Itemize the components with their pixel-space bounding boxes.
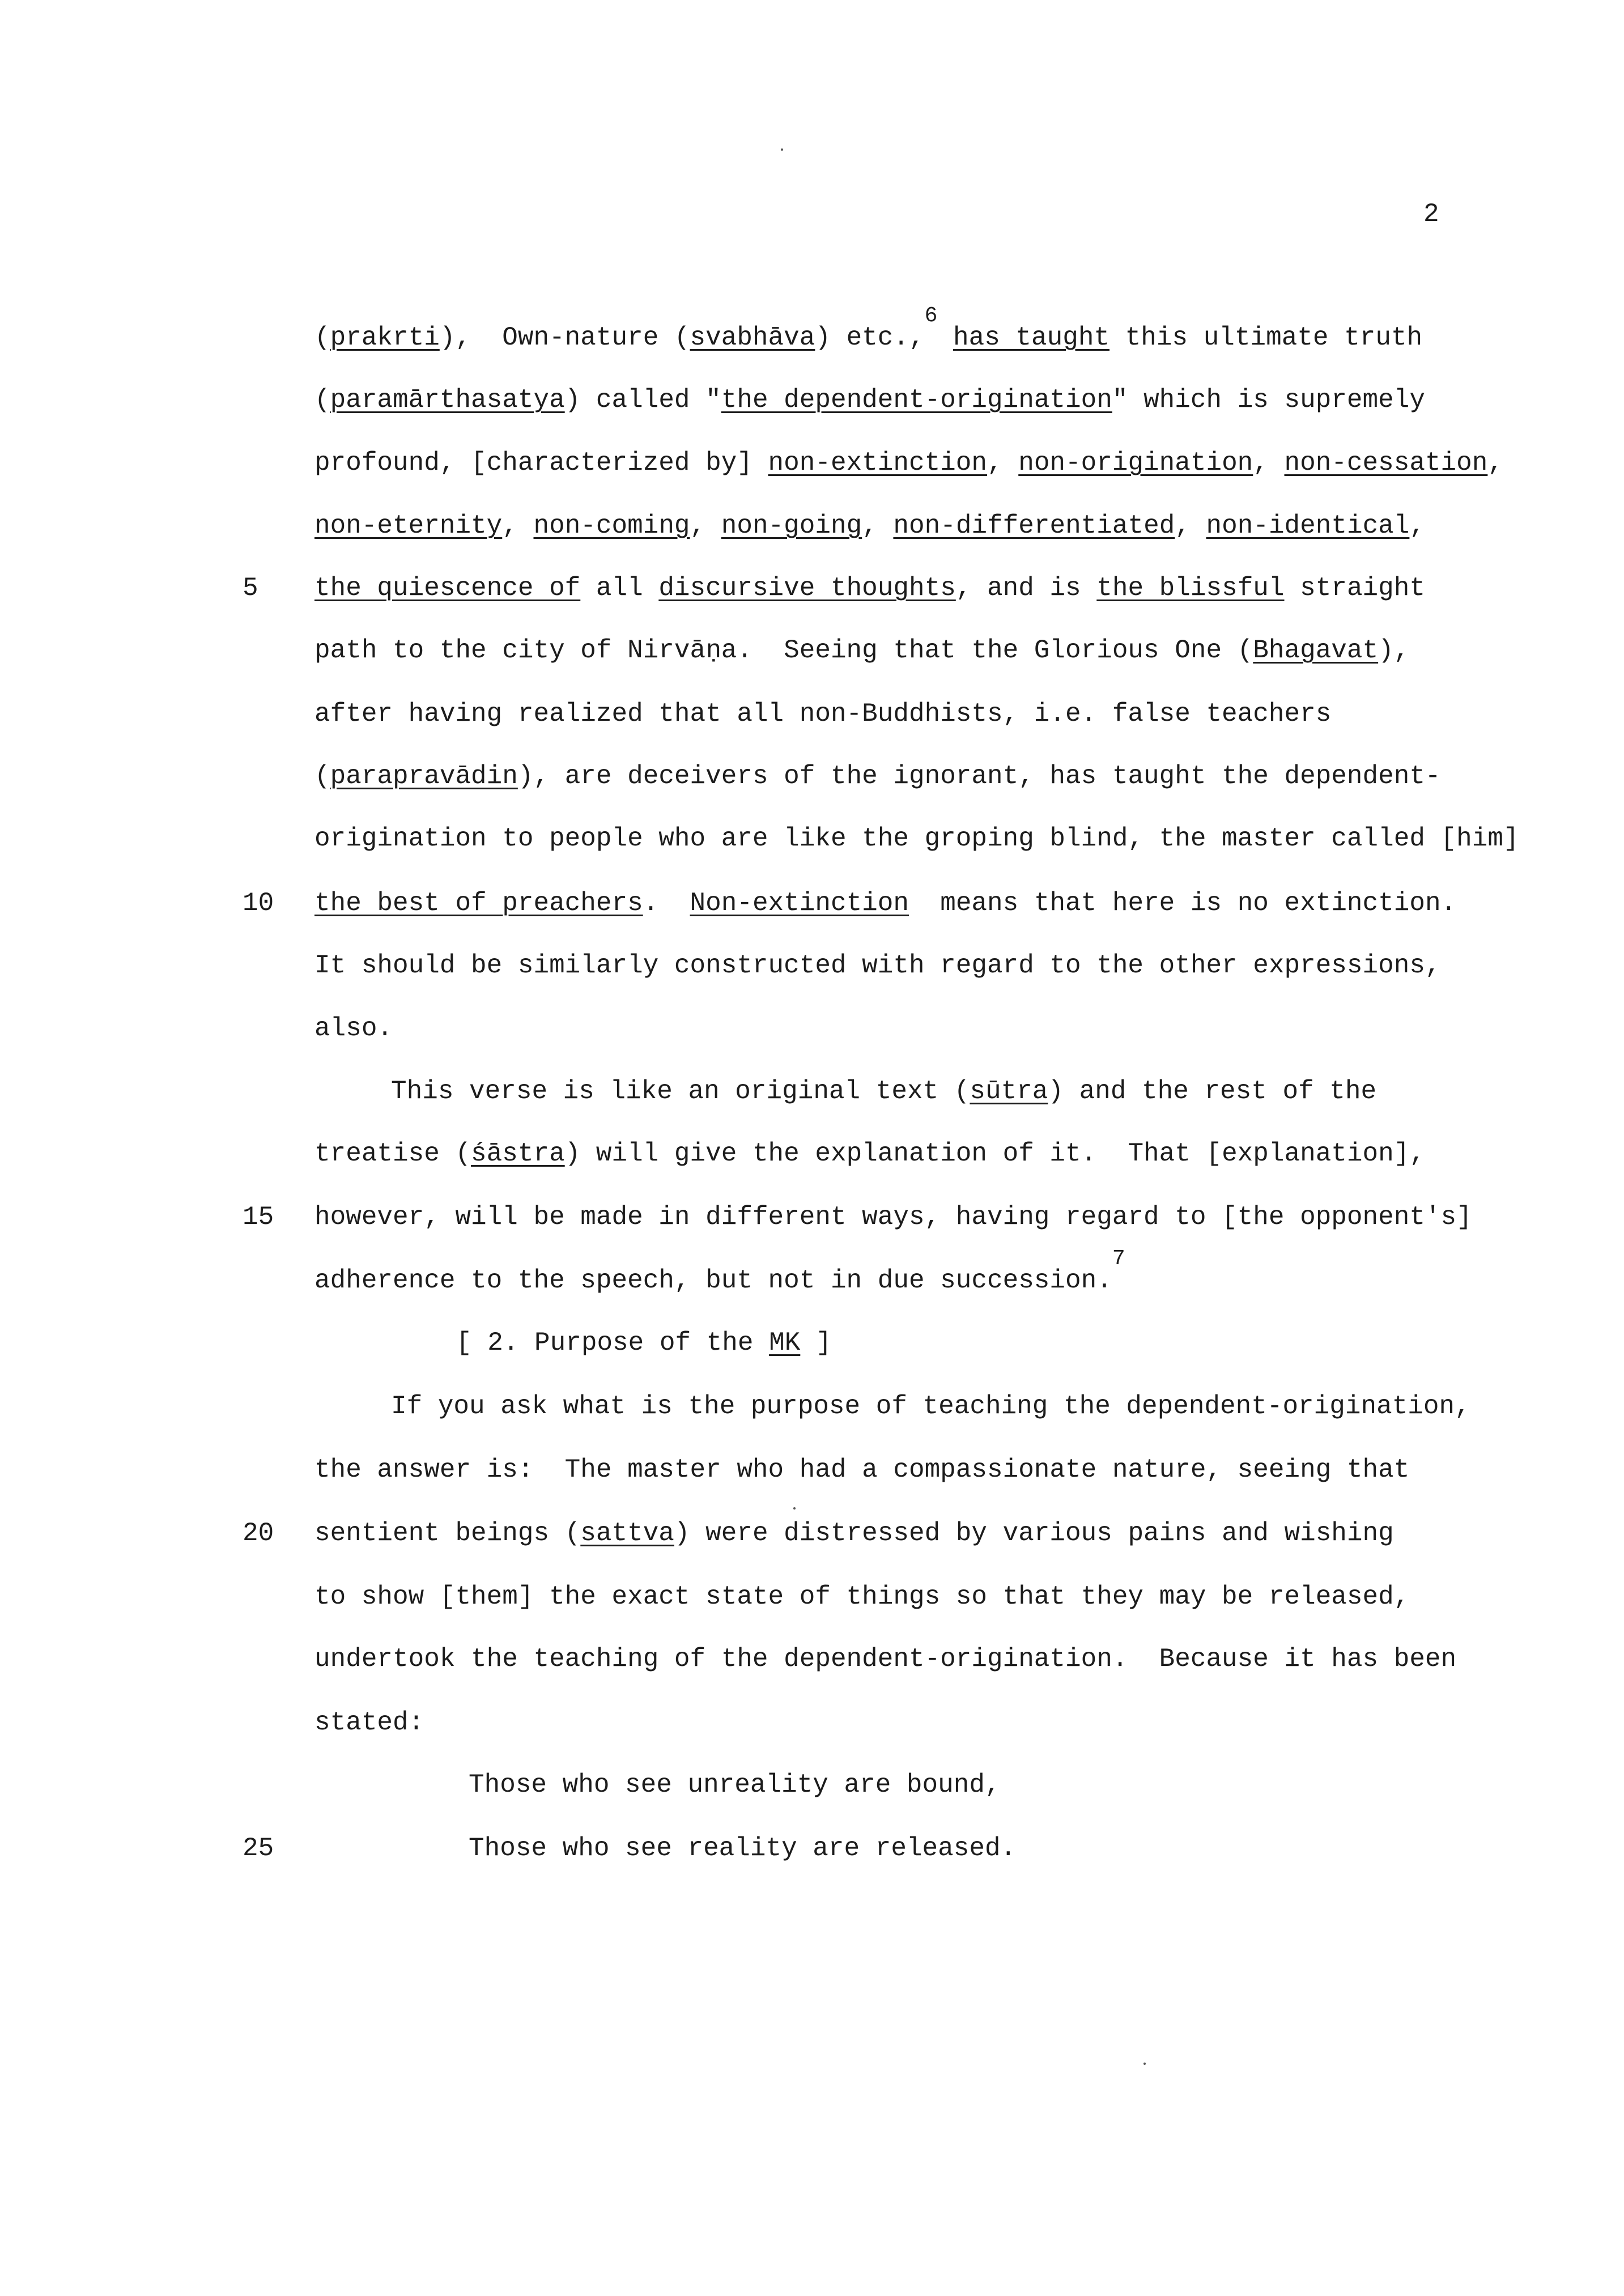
footnote-marker: 6 <box>924 304 938 328</box>
underlined-term: prakrti <box>330 323 440 352</box>
verse-line <box>469 1769 1001 1801</box>
underlined-term: non-differentiated <box>893 511 1175 541</box>
text-segment: the answer is: The master who had a compassionate nature, seeing that <box>314 1455 1410 1485</box>
text-segment: , <box>690 511 721 541</box>
text-segment: undertook the teaching of the dependent-origination. Because it has been <box>314 1644 1457 1674</box>
footnote-marker: 7 <box>1112 1247 1125 1271</box>
text-segment: ( <box>314 385 330 415</box>
underlined-term: non-identical <box>1206 511 1410 541</box>
text-line <box>314 950 1441 981</box>
text-segment: all <box>580 573 659 603</box>
line-number: 10 <box>243 888 274 918</box>
text-segment: sentient beings ( <box>314 1519 581 1548</box>
text-line <box>314 1707 424 1738</box>
underlined-term: sattva <box>580 1519 674 1548</box>
text-line <box>314 698 1331 730</box>
text-segment: If you ask what is the purpose of teaching the dependent-origination, <box>391 1392 1470 1421</box>
text-line <box>314 1643 1456 1675</box>
text-line <box>314 572 1425 604</box>
line-number: 5 <box>243 573 258 603</box>
verse-line <box>469 1832 1016 1864</box>
text-segment: ), <box>1378 636 1410 665</box>
text-segment: means that here is no extinction. <box>909 888 1457 918</box>
text-line <box>314 304 1423 354</box>
text-segment: Those who see unreality are bound, <box>469 1770 1001 1800</box>
text-line <box>391 1075 1376 1107</box>
text-line <box>314 887 1456 919</box>
underlined-term: the best of preachers <box>314 888 643 918</box>
text-segment: this ultimate truth <box>1109 323 1423 352</box>
text-segment: adherence to the speech, but not in due succession. <box>314 1266 1112 1295</box>
underlined-term: the blissful <box>1096 573 1285 603</box>
underlined-term: paramārthasatya <box>330 385 565 415</box>
text-line <box>314 635 1409 666</box>
text-line <box>314 1201 1472 1233</box>
underlined-term: Non-extinction <box>690 888 909 918</box>
text-segment: , <box>987 448 1019 478</box>
text-segment: ), Own-nature ( <box>439 323 690 352</box>
text-segment: stated: <box>314 1708 424 1737</box>
underlined-term: discursive thoughts <box>658 573 956 603</box>
underlined-term: parapravādin <box>330 762 518 791</box>
text-segment: Those who see reality are released. <box>469 1834 1017 1863</box>
scan-speck <box>1143 2063 1146 2065</box>
underlined-term: non-extinction <box>768 448 987 478</box>
text-segment: , and is <box>955 573 1097 603</box>
underlined-term: Bhagavat <box>1253 636 1379 665</box>
underlined-term: has taught <box>953 323 1110 352</box>
text-segment: , <box>1253 448 1285 478</box>
text-segment: ) etc., <box>815 323 925 352</box>
text-segment: , <box>1409 511 1425 541</box>
text-segment <box>937 323 953 352</box>
underlined-term: sūtra <box>970 1077 1048 1106</box>
text-line <box>391 1391 1470 1422</box>
underlined-term: non-eternity <box>314 511 503 541</box>
text-segment: , <box>862 511 894 541</box>
text-segment: to show [them] the exact state of things so that they may be released, <box>314 1582 1410 1612</box>
text-segment: origination to people who are like the groping blind, the master called [him] <box>314 824 1519 853</box>
text-line <box>314 1013 393 1044</box>
underlined-term: non-cessation <box>1284 448 1488 478</box>
text-segment: , <box>1175 511 1206 541</box>
page-number: 2 <box>1423 199 1439 229</box>
underlined-term: non-coming <box>533 511 690 541</box>
scan-speck <box>793 1507 796 1510</box>
text-line <box>314 1138 1425 1170</box>
underlined-term: śāstra <box>471 1139 565 1168</box>
text-line <box>314 384 1425 416</box>
underlined-term: svabhāva <box>690 323 815 352</box>
text-segment: ( <box>314 323 330 352</box>
text-segment: This verse is like an original text ( <box>391 1077 970 1106</box>
text-segment: path to the city of Nirvāṇa. Seeing that the Glorious One ( <box>314 636 1253 665</box>
text-segment: ) will give the explanation of it. That [explanation], <box>564 1139 1425 1168</box>
text-line <box>314 447 1503 479</box>
text-segment: ), are deceivers of the ignorant, has taught the dependent- <box>517 762 1441 791</box>
underlined-term: non-origination <box>1018 448 1253 478</box>
text-segment: ( <box>314 762 330 791</box>
line-number: 25 <box>243 1834 274 1863</box>
text-line <box>314 823 1519 854</box>
text-segment: after having realized that all non-Buddhists, i.e. false teachers <box>314 699 1332 729</box>
underlined-term: MK <box>769 1328 801 1358</box>
text-line <box>314 760 1441 792</box>
text-segment: treatise ( <box>314 1139 471 1168</box>
text-segment: however, will be made in different ways, having regard to [the opponent's] <box>314 1202 1472 1232</box>
text-segment: ) and the rest of the <box>1048 1077 1377 1106</box>
text-segment: also. <box>314 1014 393 1043</box>
text-segment: profound, [characterized by] <box>314 448 768 478</box>
underlined-term: the quiescence of <box>314 573 581 603</box>
underlined-term: non-going <box>721 511 862 541</box>
text-segment: [ 2. Purpose of the <box>456 1328 770 1358</box>
text-segment: . <box>643 888 690 918</box>
text-segment: " which is supremely <box>1112 385 1425 415</box>
text-segment: , <box>1487 448 1503 478</box>
text-line <box>314 510 1425 542</box>
text-segment: ] <box>800 1328 832 1358</box>
section-heading <box>456 1327 832 1359</box>
text-segment: ) called " <box>564 385 721 415</box>
text-segment: ) were distressed by various pains and wishing <box>674 1519 1394 1548</box>
text-line <box>314 1517 1394 1549</box>
line-number: 15 <box>243 1202 274 1232</box>
line-number: 20 <box>243 1519 274 1548</box>
scan-speck <box>781 148 783 151</box>
text-line <box>314 1454 1409 1486</box>
underlined-term: the dependent-origination <box>721 385 1112 415</box>
text-line <box>314 1247 1125 1296</box>
text-segment: straight <box>1284 573 1425 603</box>
text-segment: It should be similarly constructed with regard to the other expressions, <box>314 951 1441 980</box>
text-line <box>314 1581 1409 1613</box>
text-segment: , <box>502 511 534 541</box>
